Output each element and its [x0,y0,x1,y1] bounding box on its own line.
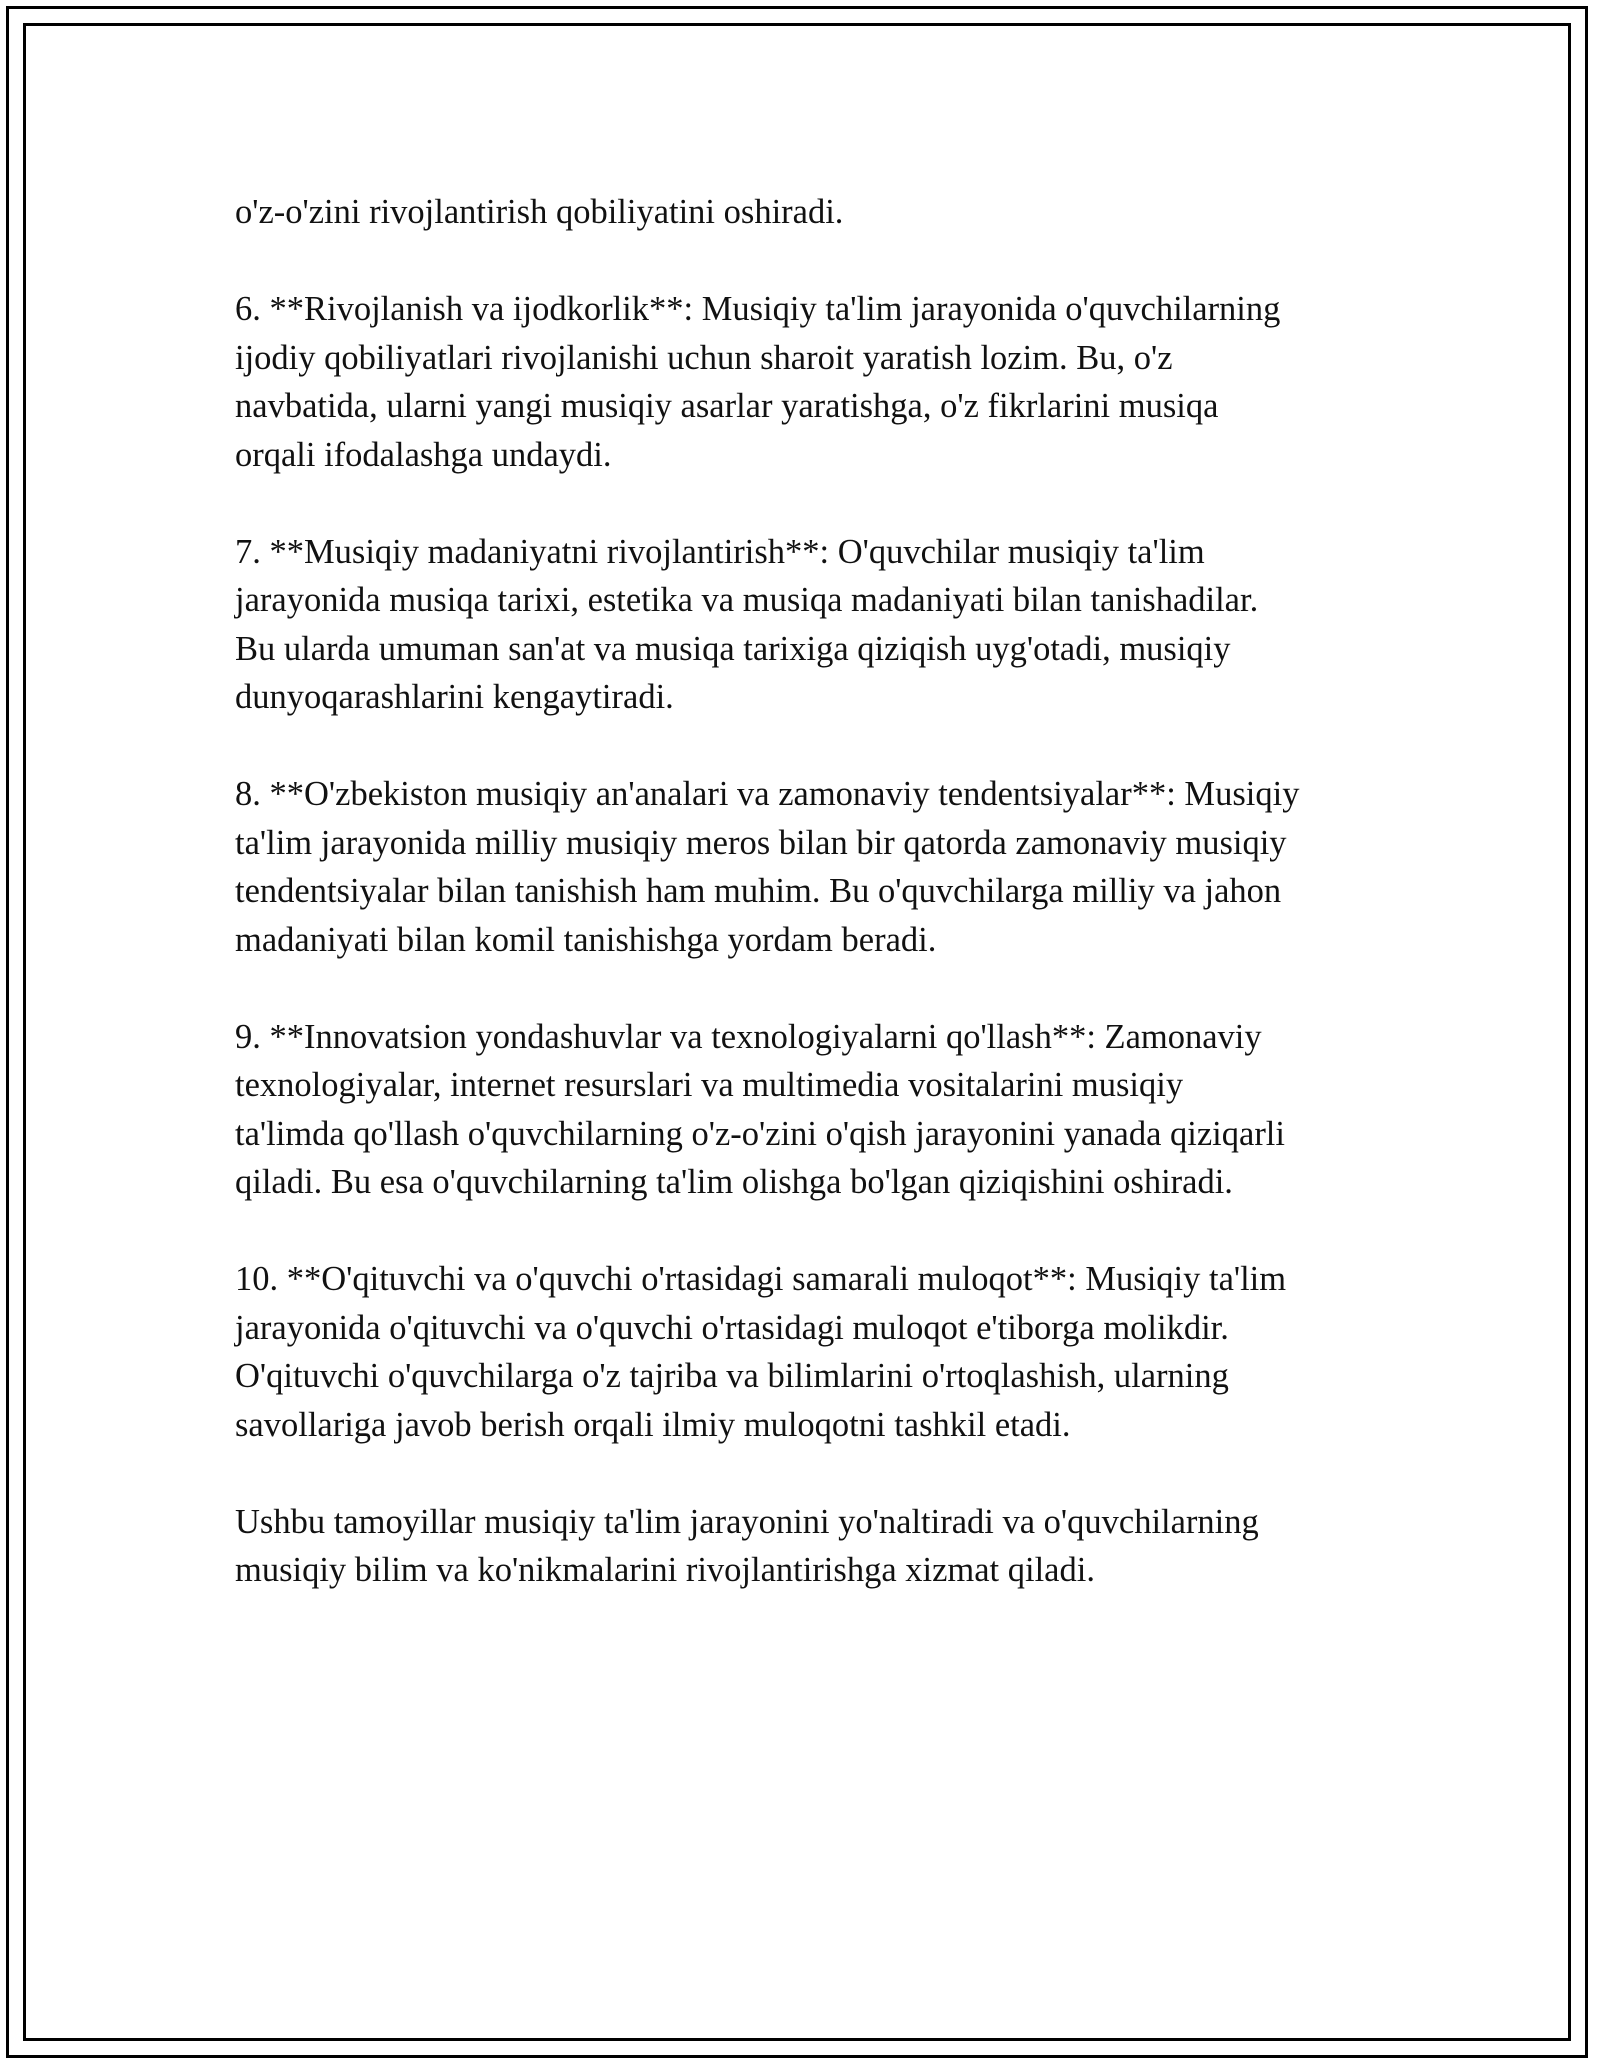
paragraph-item-6: 6. **Rivojlanish va ijodkorlik**: Musiqiy ta'lim jarayonida o'quvchilarning ijodiy qobiliyatlari rivojlanishi uchun sharoit yaratish lozim. Bu, o'z navbatida, ularni yangi musiqiy asarlar yaratishga, o'z fikrlarini musiqa orqali ifodalashga undaydi. [235,290,1281,474]
paragraph-intro-continuation: o'z-o'zini rivojlantirish qobiliyatini oshiradi. [235,193,844,231]
paragraph-conclusion: Ushbu tamoyillar musiqiy ta'lim jarayonini yo'naltiradi va o'quvchilarning musiqiy bilim va ko'nikmalarini rivojlantirishga xizmat qiladi. [235,1502,1259,1589]
paragraph-item-8: 8. **O'zbekiston musiqiy an'analari va zamonaviy tendentsiyalar**: Musiqiy ta'lim jarayonida milliy musiqiy meros bilan bir qatorda zamonaviy musiqiy tendentsiyalar bilan tanishish ham muhim. Bu o'quvchilarga milliy va jahon madaniyati bilan komil tanishishga yordam beradi. [235,775,1300,959]
document-body [235,188,1395,1643]
paragraph-item-9: 9. **Innovatsion yondashuvlar va texnologiyalarni qo'llash**: Zamonaviy texnologiyalar, internet resurslari va multimedia vositalarini musiqiy ta'limda qo'llash o'quvchilarning o'z-o'zini o'qish jarayonini yanada qiziqarli qiladi. Bu esa o'quvchilarning ta'lim olishga bo'lgan qiziqishini oshiradi. [235,1017,1285,1201]
paragraph-item-10: 10. **O'qituvchi va o'quvchi o'rtasidagi samarali muloqot**: Musiqiy ta'lim jarayonida o'qituvchi va o'quvchi o'rtasidagi muloqot e'tiborga molikdir. O'qituvchi o'quvchilarga o'z tajriba va bilimlarini o'rtoqlashish, ularning savollariga javob berish orqali ilmiy muloqotni tashkil etadi. [235,1260,1287,1444]
paragraph-item-7: 7. **Musiqiy madaniyatni rivojlantirish**: O'quvchilar musiqiy ta'lim jarayonida musiqa tarixi, estetika va musiqa madaniyati bilan tanishadilar. Bu ularda umuman san'at va musiqa tarixiga qiziqish uyg'otadi, musiqiy dunyoqarashlarini kengaytiradi. [235,532,1259,716]
